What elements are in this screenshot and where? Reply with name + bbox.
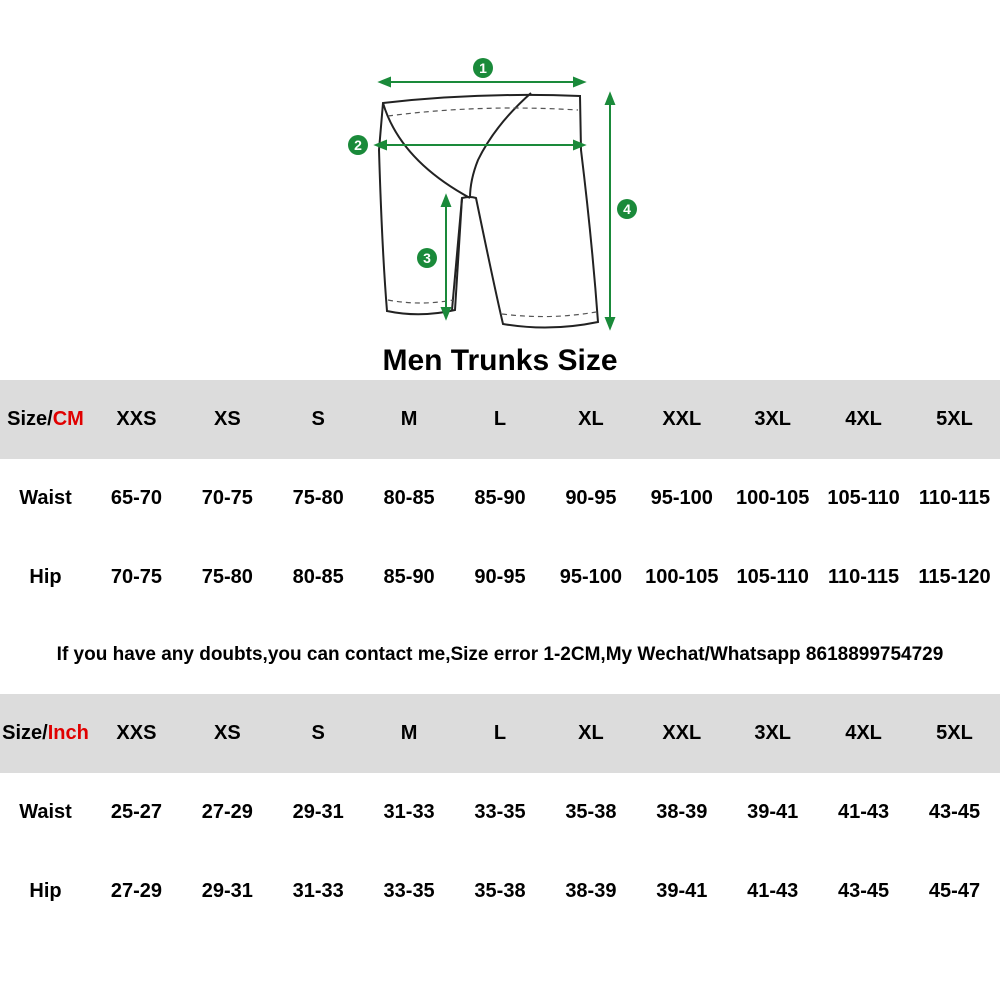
table-cell: 45-47: [928, 880, 981, 902]
marker-4: [617, 199, 637, 219]
size-header: XXS: [91, 380, 182, 459]
table-cell: 33-35: [383, 880, 435, 902]
size-header: 5XL: [909, 380, 1000, 459]
size-header: 3XL: [727, 380, 818, 459]
row-label: Hip: [29, 880, 62, 902]
table-cell: 100-105: [645, 566, 719, 588]
table-cell: 31-33: [383, 801, 435, 823]
size-header: L: [455, 694, 546, 773]
table-cell: 27-29: [201, 801, 253, 823]
size-header: S: [273, 694, 364, 773]
size-header: 4XL: [818, 380, 909, 459]
trunks-illustration: [0, 0, 1000, 345]
waistband-stitch: [388, 108, 578, 116]
table-cell: 38-39: [656, 801, 708, 823]
table-cell: 33-35: [474, 801, 526, 823]
table-row-waist: [0, 459, 1000, 538]
table-cell: 65-70: [110, 487, 163, 509]
marker-1: [473, 58, 493, 78]
unit-label: CM: [52, 408, 84, 430]
svg-text:2: 2: [354, 137, 362, 153]
table-cell: 80-85: [383, 487, 435, 509]
table-cell: 43-45: [928, 801, 981, 823]
table-cell: 105-110: [827, 487, 900, 509]
table-cell: 31-33: [292, 880, 344, 902]
table-cell: 75-80: [201, 566, 253, 588]
table-cell: 115-120: [918, 566, 991, 588]
table-cell: 75-80: [292, 487, 344, 509]
size-header: XS: [182, 694, 273, 773]
table-header-row: [0, 694, 1000, 773]
marker-3: [417, 248, 437, 268]
size-header: 5XL: [909, 694, 1000, 773]
table-cell: 105-110: [736, 566, 809, 588]
table-cell: 85-90: [474, 487, 526, 509]
left-hem-stitch: [388, 300, 453, 303]
marker-2: [348, 135, 368, 155]
size-header: XL: [545, 694, 636, 773]
table-cell: 39-41: [656, 880, 708, 902]
table-cell: 39-41: [747, 801, 799, 823]
table-header-row: [0, 380, 1000, 459]
size-header: M: [364, 694, 455, 773]
table-cell: 29-31: [292, 801, 344, 823]
table-row-hip: [0, 538, 1000, 617]
table-cell: 90-95: [565, 487, 617, 509]
table-cell: 41-43: [747, 880, 799, 902]
table-cell: 110-115: [827, 566, 900, 588]
table-cell: 29-31: [201, 880, 253, 902]
size-header: L: [455, 380, 546, 459]
table-cell: 43-45: [837, 880, 890, 902]
table-cell: 25-27: [110, 801, 163, 823]
svg-text:1: 1: [479, 60, 487, 76]
table-row-hip: [0, 852, 1000, 931]
table-cell: 80-85: [292, 566, 344, 588]
trunks-diagram: [0, 0, 1000, 345]
page-title: Men Trunks Size: [382, 344, 618, 377]
table-cell: 70-75: [110, 566, 163, 588]
table-cell: 41-43: [837, 801, 890, 823]
waistband-line: [383, 103, 470, 198]
table-cell: 35-38: [474, 880, 526, 902]
table-cell: 95-100: [559, 566, 623, 588]
table-cell: 90-95: [474, 566, 526, 588]
size-header: XL: [545, 380, 636, 459]
size-header: M: [364, 380, 455, 459]
table-cell: 27-29: [110, 880, 163, 902]
table-cell: 100-105: [735, 487, 810, 509]
size-unit-label: Size/Inch: [0, 694, 91, 773]
size-table-inch: [0, 694, 1000, 931]
row-label: Waist: [19, 487, 72, 509]
table-cell: 70-75: [201, 487, 253, 509]
row-label: Waist: [19, 801, 72, 823]
table-cell: 38-39: [565, 880, 617, 902]
table-cell: 35-38: [565, 801, 617, 823]
size-header: 4XL: [818, 694, 909, 773]
svg-text:4: 4: [623, 201, 631, 217]
size-header: XXS: [91, 694, 182, 773]
table-row-waist: [0, 773, 1000, 852]
row-label: Hip: [29, 566, 62, 588]
size-header: 3XL: [727, 694, 818, 773]
unit-label: Inch: [47, 722, 89, 744]
trunks-outline: [379, 95, 598, 328]
size-header: XXL: [636, 380, 727, 459]
size-header: S: [273, 380, 364, 459]
table-cell: 85-90: [383, 566, 435, 588]
size-header: XS: [182, 380, 273, 459]
size-header: XXL: [636, 694, 727, 773]
right-hem-stitch: [502, 312, 596, 317]
table-cell: 110-115: [918, 487, 991, 509]
size-unit-label: Size/CM: [0, 380, 91, 459]
table-cell: 95-100: [650, 487, 713, 509]
contact-note: If you have any doubts,you can contact me,Size error 1-2CM,My Wechat/Whatsapp 8618899754729: [56, 644, 944, 665]
size-table-cm: [0, 380, 1000, 617]
svg-text:3: 3: [423, 250, 431, 266]
